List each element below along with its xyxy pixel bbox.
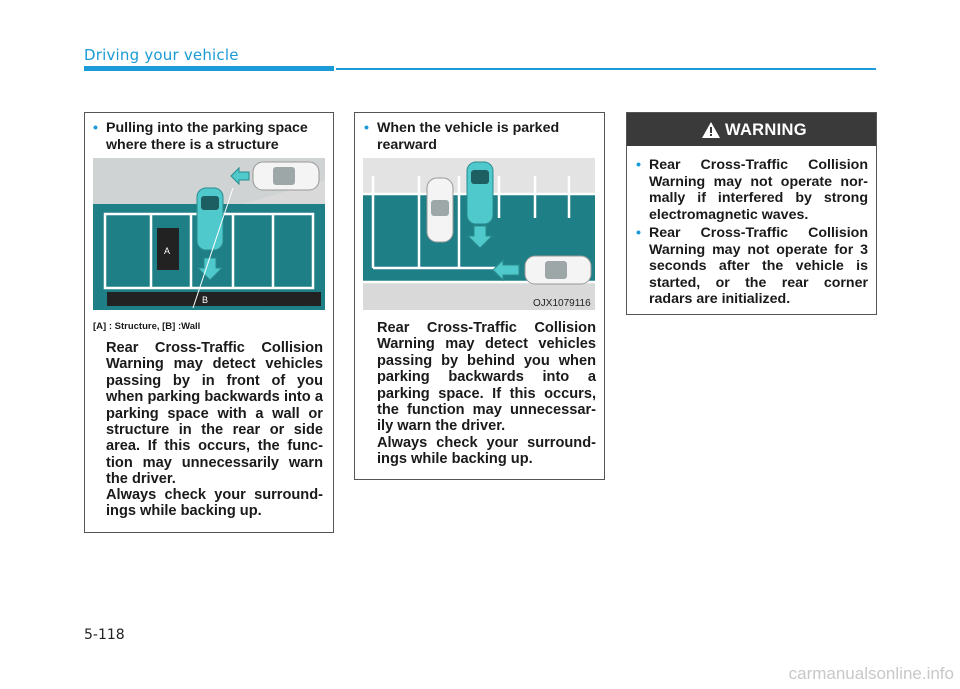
rearward-parking-figure <box>363 158 595 310</box>
left-paragraph-2: Always check your surround-ings while backing up. <box>106 487 323 520</box>
parking-structure-figure <box>93 158 325 310</box>
warning-heading: WARNING <box>725 121 807 139</box>
bullet-dot-icon: • <box>636 225 641 241</box>
bullet-dot-icon: • <box>93 120 98 136</box>
bullet-dot-icon: • <box>364 120 369 136</box>
bullet-dot-icon: • <box>636 157 641 173</box>
header-rule-thin <box>336 68 876 70</box>
warning-item-1-text: Rear Cross-Traffic Collision Warning may not operate nor-mally if interfered by strong electromagnetic waves. <box>649 157 868 223</box>
middle-panel <box>354 112 605 480</box>
left-figure-caption: [A] : Structure, [B] :Wall <box>93 321 201 332</box>
page-number: 5-118 <box>84 627 125 643</box>
middle-figure-code: OJX1079116 <box>533 298 591 309</box>
left-figure-code: OJX1079115 <box>261 298 319 309</box>
warning-panel <box>626 112 877 315</box>
warning-item-1 <box>636 157 868 223</box>
figure-label-a: A <box>164 246 171 256</box>
middle-bullet-text: When the vehicle is parked rearward <box>377 120 560 153</box>
middle-paragraph-1: Rear Cross-Traffic Collision Warning may detect vehicles passing by behind you when parking backwards into a parking space. If this occurs, the function may unnecessar-ily warn the driver. <box>377 320 596 435</box>
figure-label-b: B <box>202 295 209 305</box>
header-rule-thick <box>84 66 334 71</box>
middle-bullet <box>364 120 596 153</box>
warning-triangle-icon <box>702 122 720 138</box>
warning-header <box>627 113 876 146</box>
left-bullet-text: Pulling into the parking space where there is a structure <box>106 120 308 153</box>
section-title: Driving your vehicle <box>84 46 239 64</box>
middle-paragraph-2: Always check your surround-ings while backing up. <box>377 435 596 468</box>
warning-item-2-text: Rear Cross-Traffic Collision Warning may not operate for 3 seconds after the vehicle is started, or the rear corner radars are initialized. <box>649 225 868 307</box>
watermark: carmanualsonline.info <box>788 664 954 683</box>
left-paragraph-1: Rear Cross-Traffic Collision Warning may detect vehicles passing by in front of you when parking backwards into a parking space with a wall or structure in the rear or side area. If this occurs, the func-tion may unnecessarily warn the driver. <box>106 340 323 488</box>
warning-item-2 <box>636 225 868 308</box>
left-bullet <box>93 120 324 153</box>
left-panel <box>84 112 334 533</box>
